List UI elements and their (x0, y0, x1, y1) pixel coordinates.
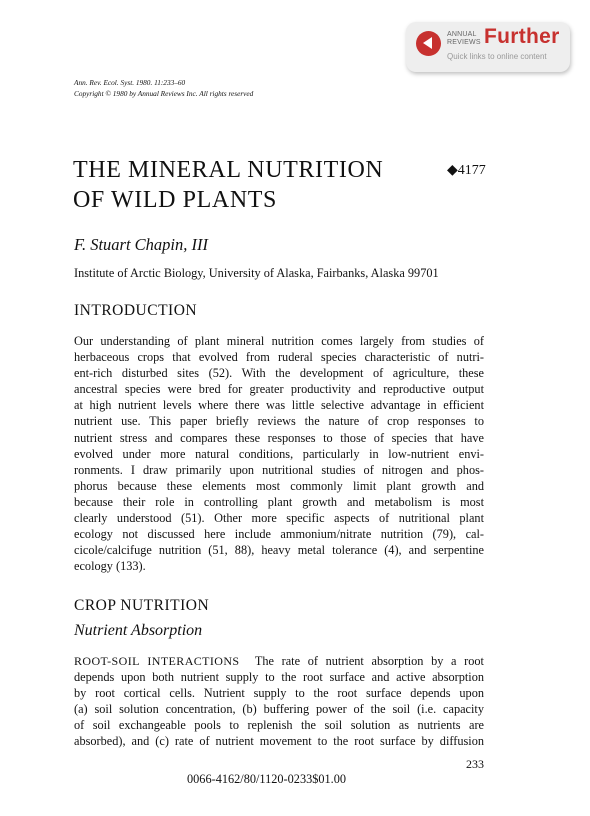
text-line: evolved under more natural conditions, particularly in low-nutrient envi- (74, 446, 484, 461)
title-line-2: OF WILD PLANTS (73, 187, 277, 213)
journal-citation: Ann. Rev. Ecol. Syst. 1980. 11:233–60 (74, 78, 186, 87)
text-line: ronments. I draw primarily upon nutritional studies of nitrogen and phos- (74, 462, 484, 477)
page-number: 233 (466, 757, 484, 771)
text-line: by root cortical cells. Nutrient supply to the root surface depends upon (74, 686, 484, 701)
nutrient-absorption-subheading: Nutrient Absorption (74, 622, 203, 639)
text-line: ecology not discussed here include ammonium/nitrate nutrition (79), cal- (74, 527, 484, 542)
text-line: herbaceous crops that evolved from ruderal species characteristic of nutri- (74, 350, 484, 365)
badge-reviews-text: REVIEWS (447, 39, 481, 46)
text-line: at high nutrient levels where there was little selective advantage in efficient (74, 398, 484, 413)
introduction-heading: INTRODUCTION (74, 302, 198, 319)
text-line: Our understanding of plant mineral nutrition comes largely from studies of (74, 334, 484, 348)
annual-reviews-further-badge[interactable] (406, 22, 570, 72)
text-line: ent-rich disturbed sites (52). With the development of agriculture, these (74, 366, 484, 381)
introduction-paragraph (74, 333, 484, 574)
author-affiliation: Institute of Arctic Biology, University of Alaska, Fairbanks, Alaska 99701 (74, 266, 439, 280)
journal-reference (74, 77, 253, 99)
root-soil-paragraph (74, 653, 484, 750)
text-line: cicole/calcifuge nutrition (51, 88), heavy metal tolerance (4), and serpentine (74, 543, 484, 558)
back-arrow-icon (416, 31, 441, 56)
crop-nutrition-heading: CROP NUTRITION (74, 597, 210, 614)
author-name: F. Stuart Chapin, III (74, 235, 208, 254)
badge-annual-text: ANNUAL (447, 31, 477, 38)
text-line: ancestral species were bred for greater productivity and reproductive output (74, 382, 484, 397)
badge-further-text: Further (484, 25, 560, 48)
text-line: phorus because these elements most commonly limit plant growth and (74, 478, 484, 493)
text-line: ecology (133). (74, 559, 146, 574)
text-line: nutrient stress and compares these responses to those of species that have (74, 430, 484, 445)
text-line: nutrient use. This paper briefly reviews the nature of crop responses to (74, 414, 484, 429)
article-code: ◆4177 (447, 163, 486, 178)
runin-heading: ROOT-SOIL INTERACTIONS (74, 654, 240, 668)
article-title (73, 155, 383, 215)
runin-line-rest: The rate of nutrient absorption by a root (254, 654, 484, 668)
text-line: because their role in controlling plant growth and metabolism is most (74, 494, 484, 509)
text-line (74, 653, 484, 669)
text-line: of soil exchangeable pools to replenish the soil solution as nutrients are (74, 718, 484, 733)
title-line-1: THE MINERAL NUTRITION (73, 157, 384, 183)
text-line: depends upon both nutrient supply to the root surface and active absorption (74, 670, 484, 685)
text-line: clearly understood (51). Other more specific aspects of nutritional plant (74, 511, 484, 526)
price-code: 0066-4162/80/1120-0233$01.00 (187, 772, 347, 786)
text-line: absorbed), and (c) rate of nutrient movement to the root surface by diffusion (74, 734, 484, 749)
journal-copyright: Copyright © 1980 by Annual Reviews Inc. All rights reserved (74, 89, 254, 98)
badge-quick-links-text: Quick links to online content (447, 52, 547, 61)
text-line: (a) soil solution concentration, (b) buffering power of the soil (i.e. capacity (74, 702, 484, 717)
